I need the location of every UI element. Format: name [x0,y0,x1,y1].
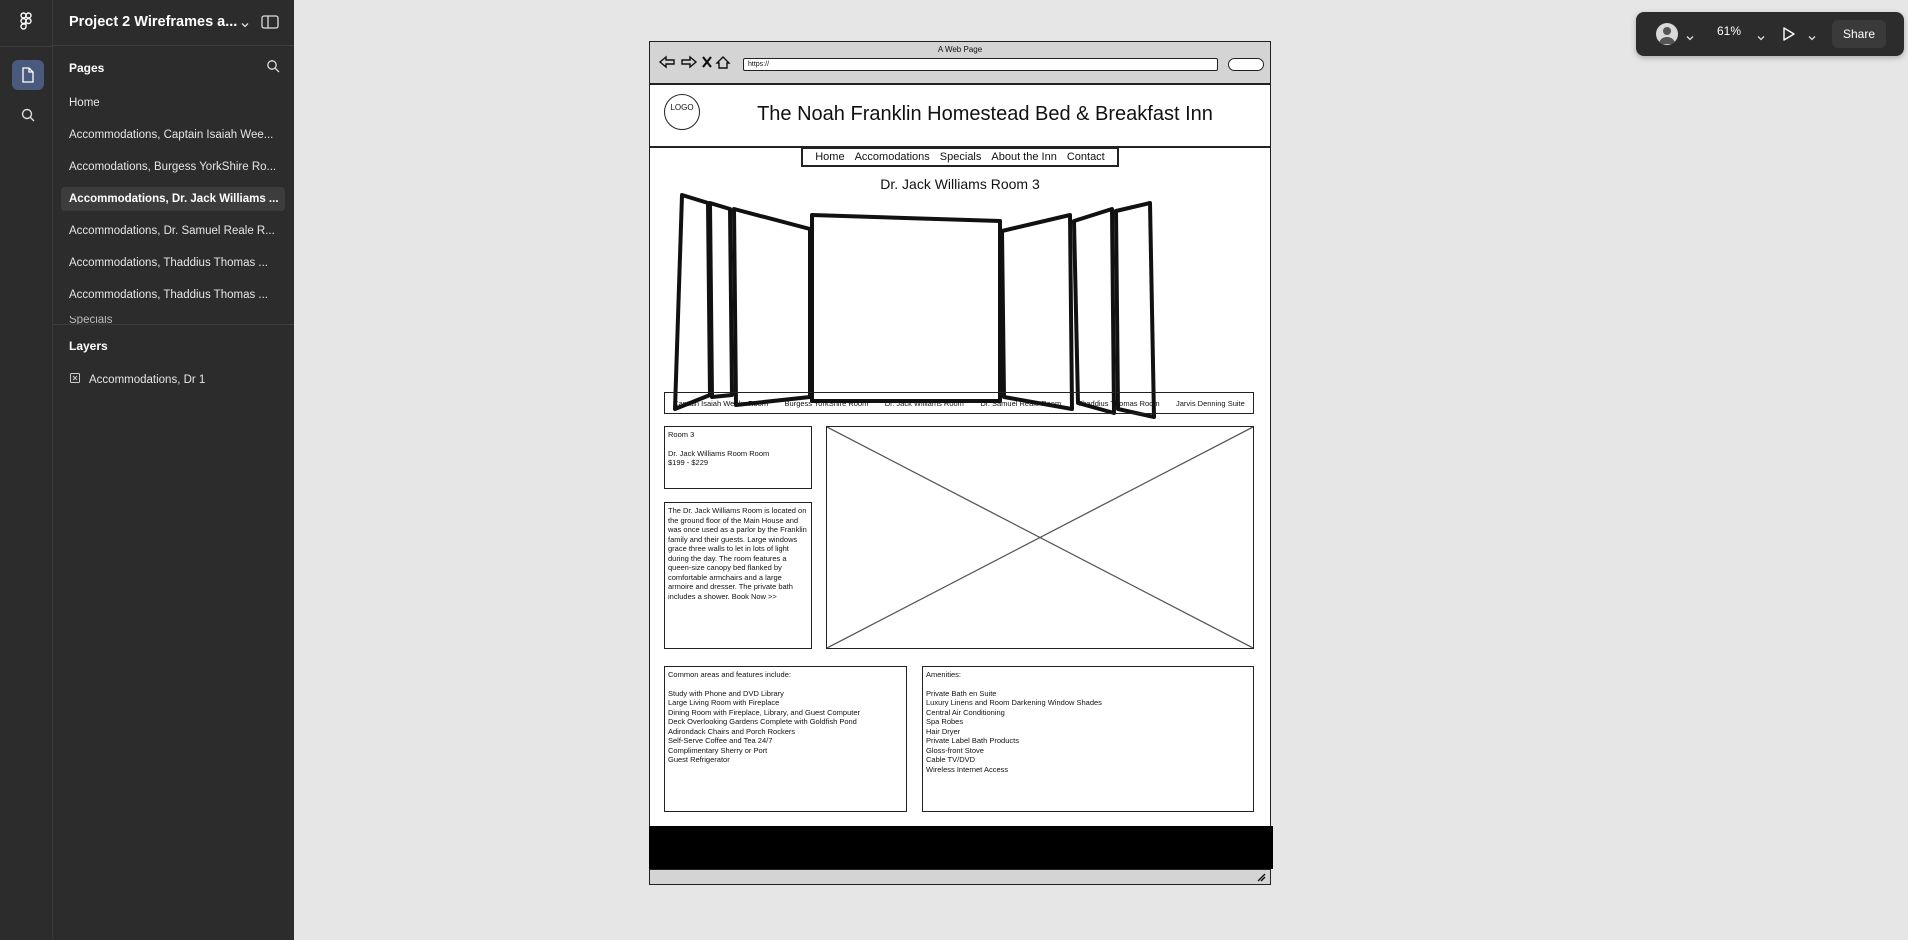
room-tabs [664,392,1254,414]
avatar[interactable] [1656,23,1678,45]
share-button[interactable]: Share [1832,20,1886,48]
browser-title: A Web Page [937,45,983,54]
chevron-down-icon[interactable] [241,16,249,34]
common-areas-title: Common areas and features include: [668,670,791,679]
layers-heading: Layers [69,339,108,353]
chevron-down-icon[interactable] [1686,29,1694,47]
browser-search-box [1228,58,1264,71]
room-tab: Burgess YorkShire Room [784,398,869,408]
list-item: Complimentary Sherry or Port [668,745,768,755]
site-nav [801,147,1119,167]
top-toolbar [1636,12,1904,56]
layer-item[interactable] [69,372,205,387]
panel-header [53,0,294,46]
nav-about: About the Inn [991,151,1057,163]
carousel-panel-main [812,215,1000,401]
room-tab: Thaddius Thomas Room [1077,398,1160,408]
room-number: Room 3 [668,430,695,439]
list-item: Cable TV/DVD [926,755,976,764]
figma-logo-icon[interactable] [17,12,35,32]
browser-nav-icons [658,54,738,74]
page-item[interactable]: Accommodations, Dr. Samuel Reale R... [69,225,275,237]
list-item: Spa Robes [926,717,964,726]
carousel-panel [675,195,710,409]
page-item[interactable]: Accommodations, Thaddius Thomas ... [69,289,269,301]
room-tab: Dr. Samuel Reale Room [980,398,1062,408]
list-item: Luxury Linens and Room Darkening Window Shades [926,698,1102,707]
carousel-panel [710,203,732,397]
file-title[interactable]: Project 2 Wireframes a... [69,14,238,30]
url-field: https:// [743,58,1218,71]
left-panel [53,0,294,940]
panel-divider [53,324,294,325]
footer-bar [649,826,1273,869]
amenities-title: Amenities: [926,670,962,679]
room-price: $199 - $229 [668,458,709,467]
browser-status-bar [650,869,1270,884]
search-icon[interactable] [12,100,44,130]
list-item: Wireless Internet Access [926,764,1009,774]
resize-grip-icon [1256,872,1266,882]
page-item[interactable]: Accommodations, Thaddius Thomas ... [69,257,269,269]
list-item: Self-Serve Coffee and Tea 24/7 [668,736,773,745]
site-title: The Noah Franklin Homestead Bed & Breakfast Inn [757,103,1213,125]
browser-bar [650,42,1270,85]
play-icon[interactable] [1782,26,1796,47]
wireframe-frame[interactable] [649,41,1271,885]
carousel-panel [1002,215,1072,409]
list-item: Gloss-front Stove [926,745,984,755]
list-item: Private Bath en Suite [926,688,997,698]
room-name: Dr. Jack Williams Room Room [668,448,770,458]
list-item: Hair Dryer [926,726,961,736]
site-header [650,85,1270,148]
carousel-panel [1074,209,1114,413]
sidebar-toggle-icon[interactable] [261,15,279,34]
room-heading: Dr. Jack Williams Room 3 [880,176,1040,192]
room-tab: Captain Isaiah Weeks Room [673,398,769,408]
page-item-home[interactable]: Home [69,97,100,109]
nav-contact: Contact [1066,151,1105,163]
list-item: Deck Overlooking Gardens Complete with Goldfish Pond [668,717,857,726]
file-icon[interactable] [12,60,44,90]
room-info-box [664,426,812,489]
carousel-panel [1116,203,1154,417]
list-item: Study with Phone and DVD Library [668,688,784,698]
list-item: Private Label Bath Products [926,736,1019,745]
carousel-panel [734,209,810,405]
room-description: The Dr. Jack Williams Room is located on the ground floor of the Main House and was once used as a parlor by the Franklin family and their guests. Large windows grace three walls to let in lots of light during the day. The room features a queen-size canopy bed flanked by comfortable armchairs and a large armoire and dresser. The private bath includes a shower. Book Now >> [664,502,812,649]
list-item: Guest Refrigerator [668,755,730,764]
zoom-level[interactable]: 61% [1717,24,1742,38]
logo-placeholder: LOGO [664,94,700,130]
pages-heading: Pages [69,61,105,75]
image-carousel [670,187,1260,423]
amenities-box [922,666,1254,812]
list-item: Large Living Room with Fireplace [668,698,780,707]
layer-label: Accommodations, Dr 1 [89,373,206,386]
page-item-active[interactable]: Accommodations, Dr. Jack Williams ... [61,187,285,211]
nav-specials: Specials [939,151,982,163]
list-item: Central Air Conditioning [926,707,1005,717]
common-areas-box [664,666,907,812]
room-tab: Jarvis Denning Suite [1176,398,1245,408]
room-tab: Dr. Jack Williams Room [884,398,964,408]
list-item: Adirondack Chairs and Porch Rockers [668,726,796,736]
page-item[interactable]: Specials [69,316,113,324]
page-item[interactable]: Accomodations, Burgess YorkShire Ro... [69,161,277,173]
page-item[interactable]: Accommodations, Captain Isaiah Wee... [69,129,274,141]
chevron-down-icon[interactable] [1757,29,1765,47]
chevron-down-icon[interactable] [1808,29,1816,47]
search-icon[interactable] [266,59,280,78]
nav-home: Home [815,151,845,163]
list-item: Dining Room with Fireplace, Library, and Guest Computer [668,707,861,717]
image-placeholder [826,426,1254,649]
frame-icon [69,372,81,387]
tool-rail [0,0,53,940]
nav-accomodations: Accomodations [854,151,930,163]
rail-divider [0,46,53,47]
